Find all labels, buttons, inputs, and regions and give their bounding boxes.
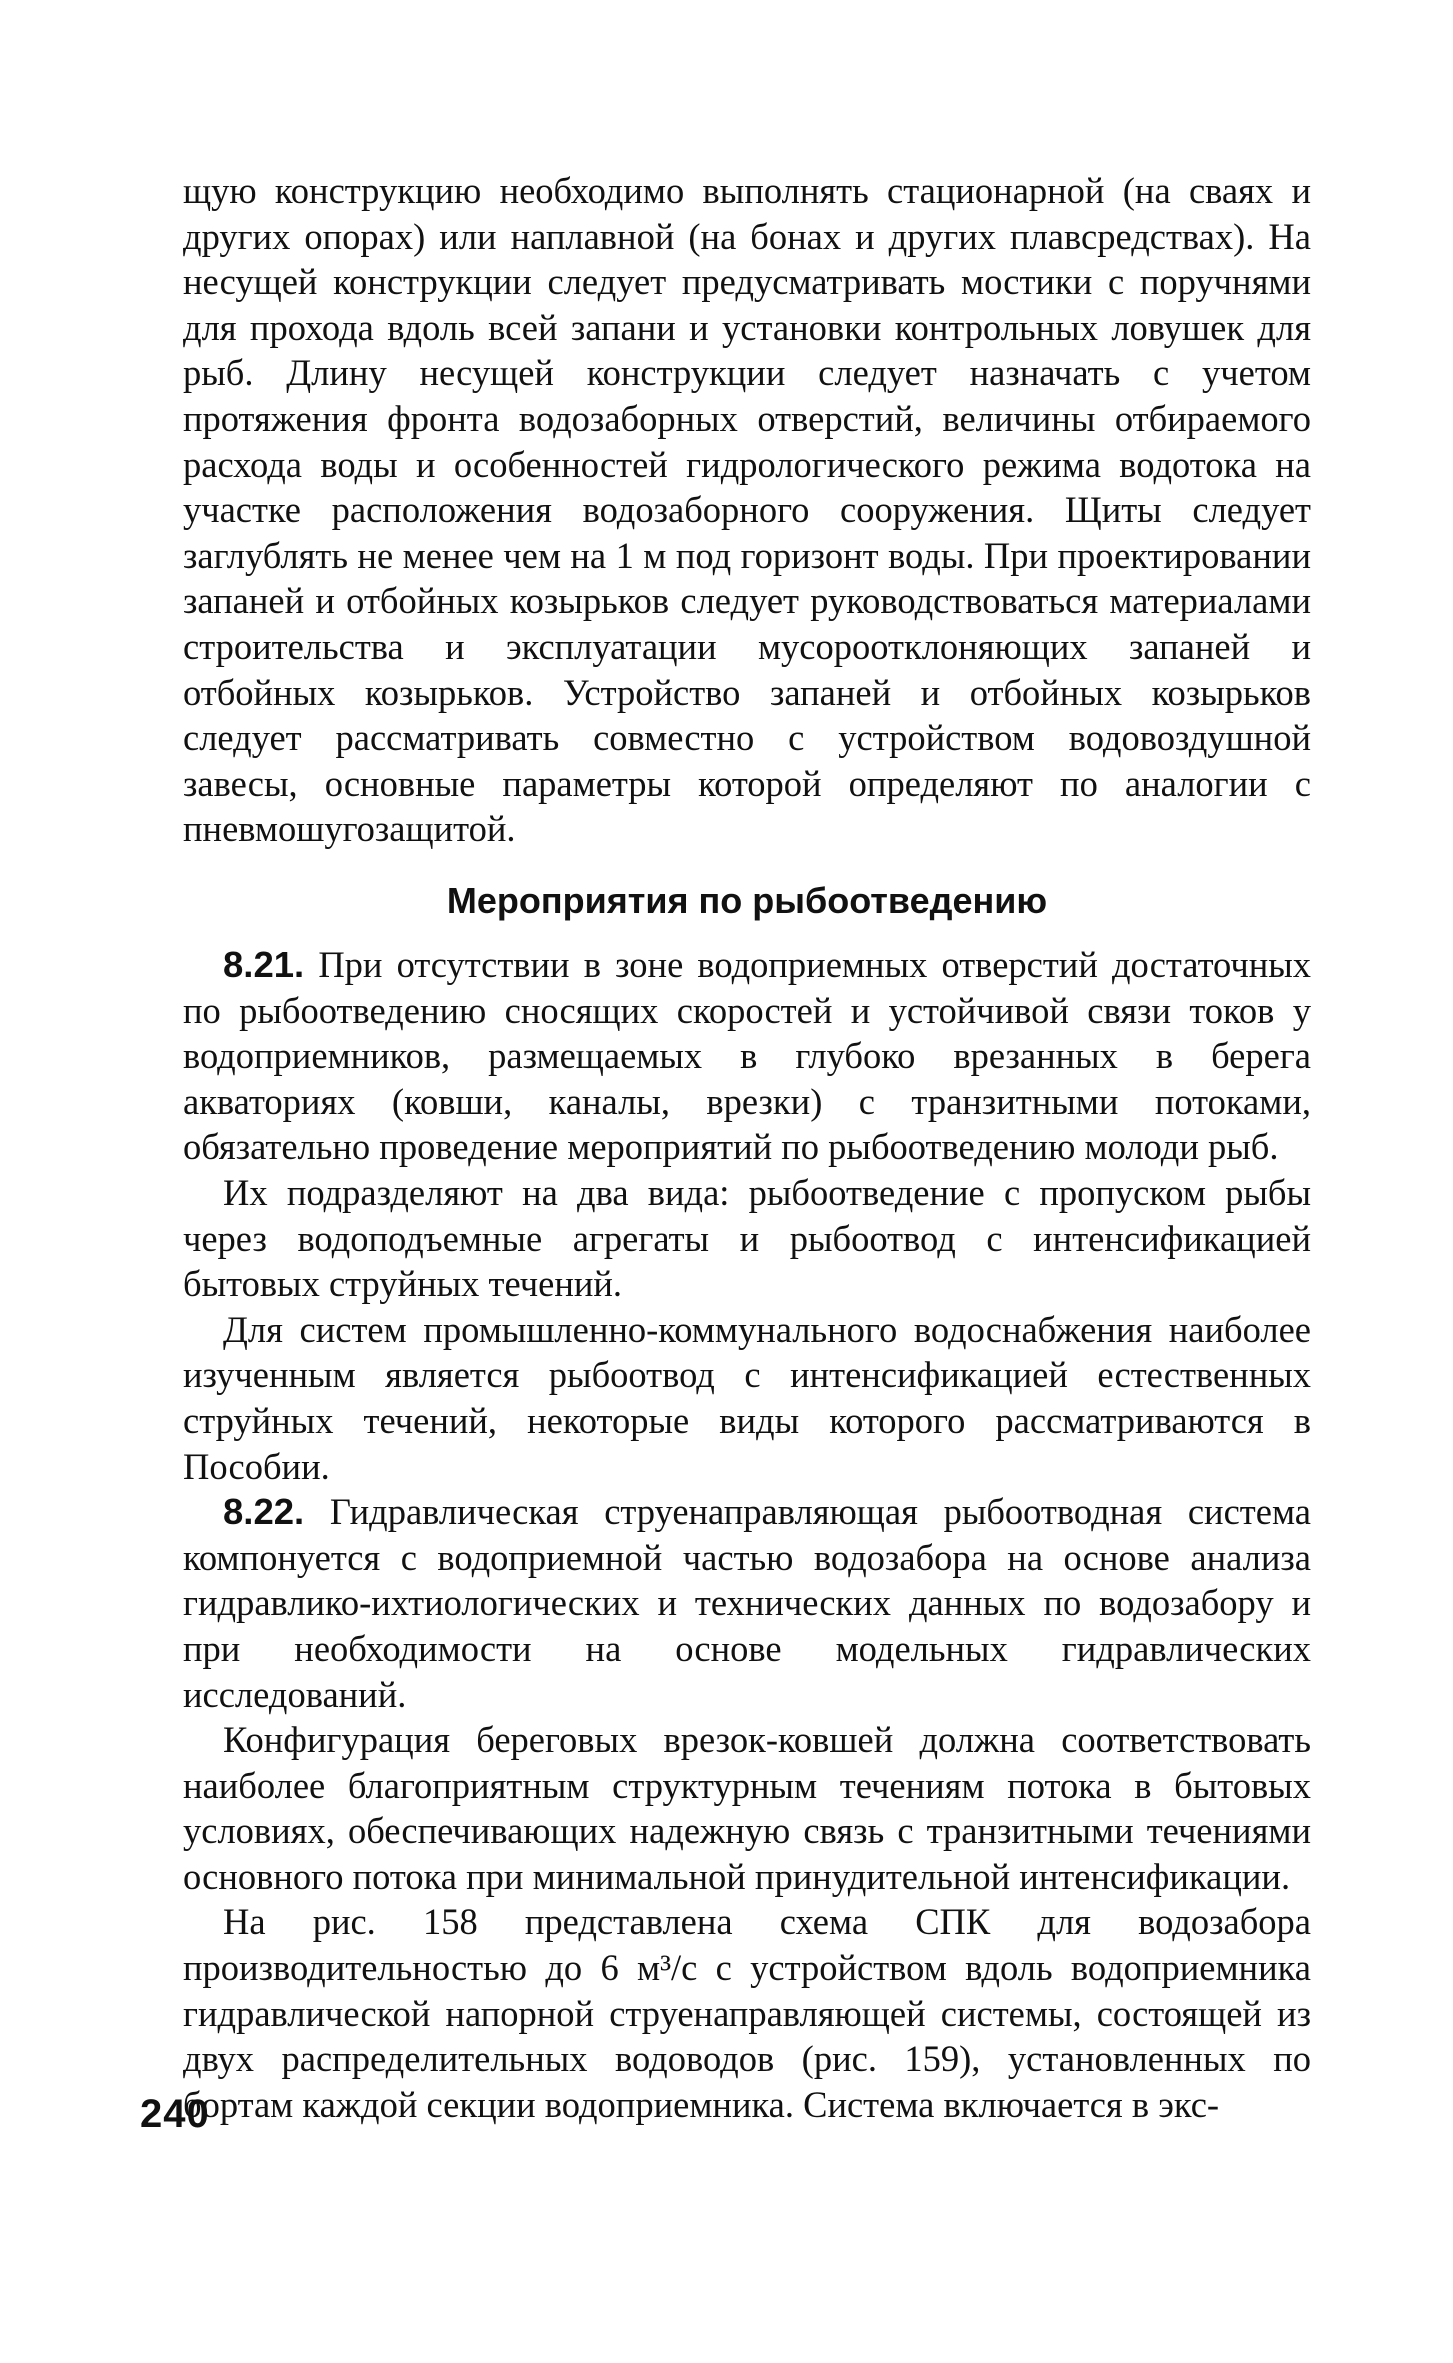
paragraph-text: На рис. 158 представлена схема СПК для водозабора производительностью до 6 м³/с с устройством вдоль водоприемника гидравлической напорной струенаправляющей системы, состоящей из двух распределительных водоводов (рис. 159), установленных по бортам каждой секции водоприемника. Система включается в экс- xyxy=(183,1901,1311,2125)
paragraph-number: 8.22. xyxy=(223,1491,305,1533)
paragraph-8-21 xyxy=(183,942,1311,1170)
paragraph-text: Гидравлическая струенаправляющая рыбоотводная система компонуется с водоприемной частью водозабора на основе анализа гидравлико-ихтиологических и технических данных по водозабору и при необходимости на основе модельных гидравлических исследований. xyxy=(183,1491,1311,1715)
paragraph-text: Конфигурация береговых врезок-ковшей должна соответствовать наиболее благоприятным структурным течениям потока в бытовых условиях, обеспечивающих надежную связь с транзитными течениями основного потока при минимальной принудительной интенсификации. xyxy=(183,1719,1311,1897)
paragraph-text: Их подразделяют на два вида: рыбоотведение с пропуском рыбы через водоподъемные агрегаты и рыбоотвод с интенсификацией бытовых струйных течений. xyxy=(183,1171,1311,1305)
paragraph xyxy=(183,1899,1311,2127)
paragraph-number: 8.21. xyxy=(223,944,305,985)
section-heading: Мероприятия по рыбоотведению xyxy=(446,880,1048,921)
paragraph xyxy=(183,1717,1311,1899)
intro-paragraph: щую конструкцию необходимо выполнять стационарной (на сваях и других опорах) или наплавной (на бонах и других плавсредствах). На несущей конструкции следует предусматривать мостики с поручнями для прохода вдоль всей запани и установки контрольных ловушек для рыб. Длину несущей конструкции следует назначать с учетом протяжения фронта водозаборных отверстий, величины отбираемого расхода воды и особенностей гидрологического режима водотока на участке расположения водозаборного сооружения. Щиты следует заглублять не менее чем на 1 м под горизонт воды. При проектировании запаней и отбойных козырьков следует руководствоваться материалами строительства и эксплуатации мусороотклоняющих запаней и отбойных козырьков. Устройство запаней и отбойных козырьков следует рассматривать совместно с устройством водовоздушной завесы, основные параметры которой определяют по аналогии с пневмошугозащитой. xyxy=(183,170,1311,850)
page-number: 240 xyxy=(140,2092,210,2136)
paragraph-8-22 xyxy=(183,1489,1311,1717)
paragraph xyxy=(183,1307,1311,1489)
text-block-continuation xyxy=(183,168,1311,852)
text-block-main xyxy=(183,942,1311,2127)
paragraph-text: При отсутствии в зоне водоприемных отверстий достаточных по рыбоотведению сносящих скоростей и устойчивой связи токов у водоприемников, размещаемых в глубоко врезанных в берега акваториях (ковши, каналы, врезки) с транзитными потоками, обязательно проведение мероприятий по рыбоотведению молоди рыб. xyxy=(183,944,1312,1168)
paragraph-text: Для систем промышленно-коммунального водоснабжения наиболее изученным является рыбоотвод с интенсификацией естественных струйных течений, некоторые виды которого рассматриваются в Пособии. xyxy=(183,1308,1311,1487)
paragraph xyxy=(183,1170,1311,1307)
